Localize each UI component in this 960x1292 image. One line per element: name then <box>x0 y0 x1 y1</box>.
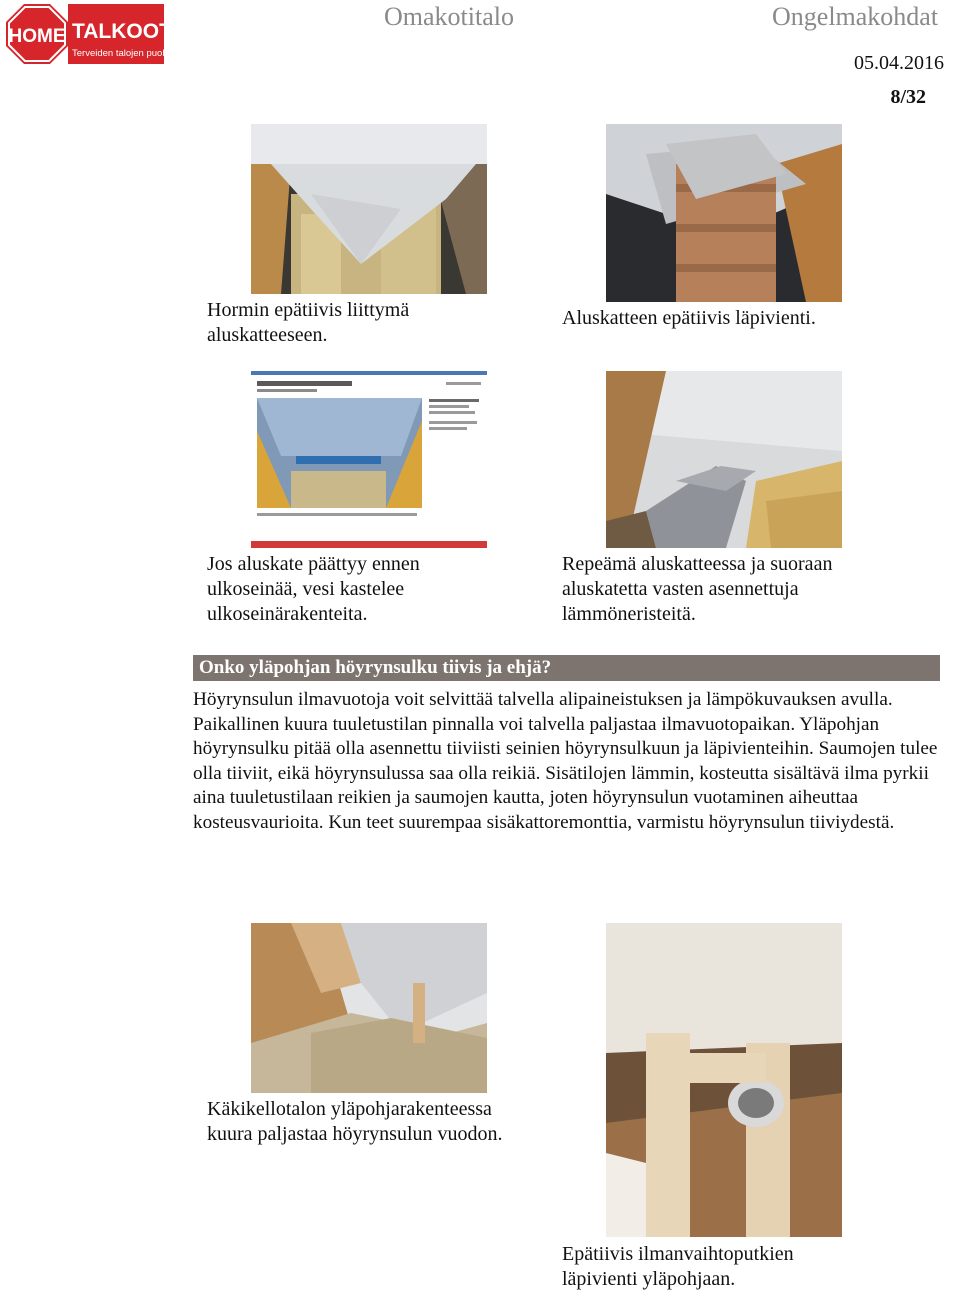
photo-torn-underlay <box>606 371 842 548</box>
logo-home-text: HOME <box>8 26 66 47</box>
logo-tagline-text: Terveiden talojen puolesta <box>72 48 183 59</box>
section-heading: Onko yläpohjan höyrynsulku tiivis ja ehjä? <box>193 655 940 681</box>
figure-caption: Aluskatteen epätiivis läpivienti. <box>562 307 816 329</box>
photo-pipe-penetration <box>606 124 842 302</box>
figure-caption: Repeämä aluskatteessa ja suoraan aluskatetta vasten asennettuja lämmöneristeitä. <box>562 553 833 625</box>
photo-frost-attic <box>251 923 487 1093</box>
page-number: 8/32 <box>890 86 926 108</box>
logo-brand-text: TALKOOT.FI <box>72 20 195 43</box>
section-body-text: Höyrynsulun ilmavuotoja voit selvittää talvella alipaineistuksen ja lämpökuvauksen avulla. Paikallinen kuura tuuletustilan pinnalla voi talvella paljastaa ilmavuotopaikan. Yläpohjan höyrynsulku pitää olla asennettu tiiviisti seinien höyrynsulkuun ja läpivienteihin. Saumojen tulee olla tiiviit, eikä höyrynsulussa saa olla reikiä. Sisätilojen lämmin, kosteutta sisältävä ilma pyrkii aina tuuletustilaan reikien ja saumojen kautta, joten höyrynsulun vuotaminen aiheuttaa kosteusvaurioita. Kun teet suurempaa sisäkattoremonttia, varmistu höyrynsulun tiiviydestä. <box>193 689 938 833</box>
photo-chimney-flashing <box>251 124 487 294</box>
hometalkoot-logo <box>6 4 195 64</box>
figure-caption: Epätiivis ilmanvaihtoputkien läpivienti yläpohjaan. <box>562 1243 794 1290</box>
photo-ventilation-pipes <box>606 923 842 1237</box>
header-date: 05.04.2016 <box>854 52 944 74</box>
figure-caption: Jos aluskate päättyy ennen ulkoseinää, vesi kastelee ulkoseinärakenteita. <box>207 553 420 625</box>
header-left-title: Omakotitalo <box>384 2 514 31</box>
figure-caption: Käkikellotalon yläpohjarakenteessa kuura paljastaa höyrynsulun vuodon. <box>207 1098 503 1145</box>
photo-underlay-document <box>251 371 487 548</box>
header-right-title: Ongelmakohdat <box>772 2 939 31</box>
figure-caption: Hormin epätiivis liittymä aluskatteeseen. <box>207 299 410 346</box>
